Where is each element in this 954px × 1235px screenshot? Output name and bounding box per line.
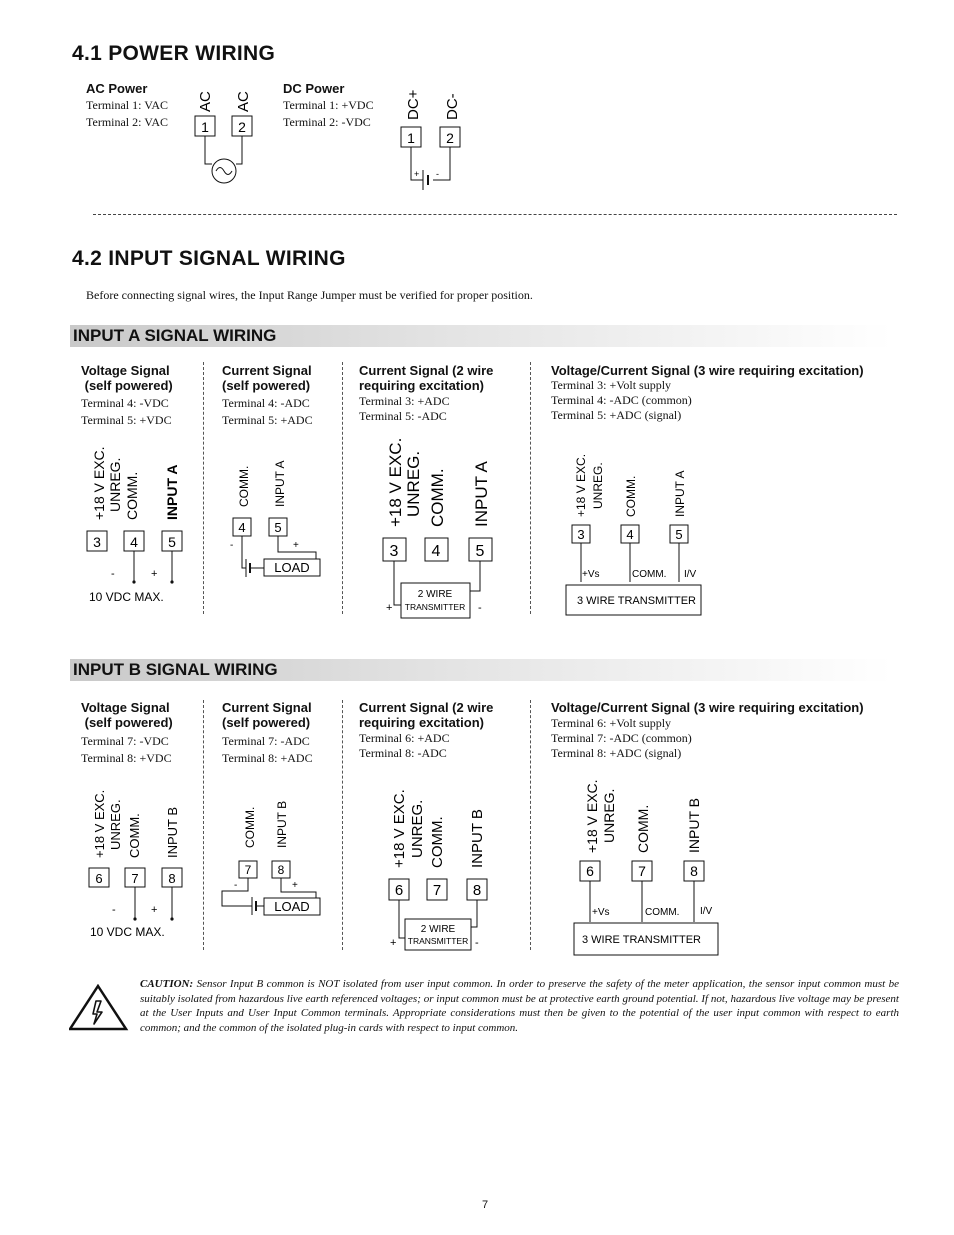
terminal-number: 4 [431, 543, 441, 560]
heading-line: Current Signal [222, 700, 312, 715]
terminal-line: Terminal 3: +ADC [359, 394, 450, 408]
caution-text [140, 977, 899, 1035]
dc-power-diagram [390, 82, 480, 197]
label-input: INPUT B [275, 800, 289, 848]
heading-line: Current Signal [222, 363, 312, 378]
dc-plus: + [414, 169, 420, 179]
heading-line: requiring excitation) [359, 715, 484, 730]
dc-power-heading: DC Power [283, 81, 345, 96]
label-comm: COMM. [635, 804, 651, 853]
terminal-line: Terminal 7: -ADC (common) [551, 731, 692, 745]
warning-icon [69, 984, 129, 1032]
a-voltage-heading [81, 363, 173, 393]
a-current-text [222, 395, 313, 429]
a-voltage-text [81, 395, 172, 429]
label-comm: COMM. [243, 806, 257, 848]
a-3wire-diagram [560, 435, 710, 620]
label-input: INPUT B [469, 809, 486, 868]
terminal-number: 6 [394, 882, 404, 899]
heading-line: (self powered) [81, 378, 173, 393]
a-2wire-text [359, 394, 450, 424]
b-voltage-heading [81, 700, 173, 730]
a-2wire-diagram [370, 425, 510, 620]
b-2wire-diagram [378, 770, 508, 955]
terminal-line: Terminal 3: +Volt supply [551, 378, 672, 392]
wire-label: +Vs [582, 569, 600, 580]
label-exc: +18 V EXC. [574, 453, 588, 517]
input-b-band [70, 659, 892, 681]
terminal-line: Terminal 6: +ADC [359, 731, 450, 745]
terminal-number: 3 [93, 534, 101, 550]
minus-sign: - [111, 568, 115, 580]
transmitter-label: 2 WIRE [420, 924, 456, 935]
terminal-line: Terminal 6: +Volt supply [551, 716, 672, 730]
ac-label: AC [197, 91, 214, 112]
terminal-number: 6 [95, 871, 103, 886]
transmitter-label: 3 WIRE TRANSMITTER [582, 934, 701, 946]
terminal-line: Terminal 4: -ADC (common) [551, 393, 692, 407]
column-divider [342, 700, 343, 950]
dc-minus: - [436, 169, 439, 179]
b-current-diagram [212, 780, 332, 925]
terminal-line: Terminal 8: +ADC (signal) [551, 746, 682, 760]
plus-sign: + [151, 568, 158, 580]
terminal-line: Terminal 5: +VDC [81, 413, 172, 427]
dc-label: DC- [444, 93, 461, 120]
label-input: INPUT B [686, 798, 702, 853]
a-2wire-heading [359, 363, 493, 393]
dc-power-text [283, 97, 374, 131]
dc-terminal-line: Terminal 2: -VDC [283, 115, 371, 129]
ac-terminal-line: Terminal 2: VAC [86, 115, 169, 129]
a-3wire-text [551, 378, 692, 423]
terminal-line: Terminal 8: -ADC [359, 746, 447, 760]
load-label: LOAD [274, 899, 310, 914]
section-divider [93, 214, 897, 215]
input-a-title: INPUT A SIGNAL WIRING [73, 326, 277, 345]
heading-line: Current Signal (2 wire [359, 700, 494, 715]
label-exc: +18 V EXC. [92, 789, 107, 858]
terminal-number: 7 [432, 882, 442, 899]
label-exc: +18 V EXC. [391, 789, 408, 868]
terminal-number: 1 [201, 119, 209, 135]
b-voltage-text [81, 733, 172, 767]
label-unreg: UNREG. [601, 788, 617, 843]
b-3wire-diagram [568, 765, 728, 960]
terminal-number: 3 [577, 527, 585, 542]
terminal-line: Terminal 5: -ADC [359, 409, 447, 423]
label-input: INPUT A [164, 464, 180, 520]
a-3wire-heading: Voltage/Current Signal (3 wire requiring excitation) [551, 363, 864, 378]
minus-sign: - [478, 602, 482, 614]
label-unreg: UNREG. [404, 450, 423, 517]
plus-sign: + [292, 880, 298, 891]
label-unreg: UNREG. [591, 462, 605, 509]
dc-terminal-line: Terminal 1: +VDC [283, 98, 374, 112]
b-3wire-text [551, 716, 692, 761]
terminal-number: 4 [238, 520, 246, 535]
wire-label: COMM. [632, 569, 667, 580]
b-2wire-heading [359, 700, 493, 730]
terminal-line: Terminal 7: -ADC [222, 734, 310, 748]
input-wiring-title: 4.2 INPUT SIGNAL WIRING [72, 247, 346, 270]
column-divider [203, 700, 204, 950]
page-number: 7 [482, 1199, 489, 1211]
terminal-number: 5 [675, 527, 683, 542]
ac-power-text [86, 97, 168, 131]
ac-terminal-line: Terminal 1: VAC [86, 98, 169, 112]
a-voltage-diagram [80, 430, 200, 610]
label-input: INPUT B [165, 806, 180, 858]
terminal-line: Terminal 4: -VDC [81, 396, 169, 410]
a-current-diagram [212, 440, 332, 590]
b-current-text [222, 733, 313, 767]
terminal-number: 8 [690, 863, 698, 879]
heading-line: (self powered) [81, 715, 173, 730]
terminal-line: Terminal 7: -VDC [81, 734, 169, 748]
label-exc: +18 V EXC. [584, 779, 600, 853]
label-input: INPUT A [472, 461, 491, 527]
plus-sign: + [390, 937, 397, 949]
terminal-number: 8 [168, 871, 176, 886]
heading-line: Voltage Signal [81, 363, 170, 378]
terminal-number: 5 [274, 520, 282, 535]
heading-line: Current Signal (2 wire [359, 363, 494, 378]
label-comm: COMM. [127, 813, 142, 858]
label-comm: COMM. [429, 816, 446, 868]
label-comm: COMM. [624, 475, 638, 517]
b-2wire-text [359, 731, 450, 761]
terminal-number: 8 [277, 863, 285, 877]
terminal-number: 1 [407, 130, 415, 146]
minus-sign: - [234, 880, 238, 891]
label-unreg: UNREG. [108, 799, 123, 850]
dc-label: DC+ [405, 89, 422, 120]
label-comm: COMM. [124, 471, 140, 520]
wire-label: I/V [700, 906, 713, 917]
minus-sign: - [230, 540, 234, 551]
max-note: 10 VDC MAX. [89, 590, 164, 604]
input-intro: Before connecting signal wires, the Input Range Jumper must be verified for proper position. [86, 288, 533, 302]
terminal-line: Terminal 5: +ADC [222, 413, 313, 427]
column-divider [342, 362, 343, 614]
label-input: INPUT A [273, 460, 287, 507]
plus-sign: + [386, 602, 393, 614]
minus-sign: - [112, 904, 116, 916]
label-exc: +18 V EXC. [91, 446, 107, 520]
b-voltage-diagram [80, 770, 200, 945]
b-3wire-heading: Voltage/Current Signal (3 wire requiring excitation) [551, 700, 864, 715]
minus-sign: - [475, 937, 479, 949]
label-comm: COMM. [237, 465, 251, 507]
ac-label: AC [235, 91, 252, 112]
wire-label: +Vs [592, 907, 610, 918]
plus-sign: + [151, 904, 158, 916]
column-divider [530, 362, 531, 614]
terminal-line: Terminal 8: +ADC [222, 751, 313, 765]
caution-label: CAUTION: [140, 978, 194, 990]
wire-label: I/V [684, 569, 697, 580]
transmitter-label: 3 WIRE TRANSMITTER [577, 595, 696, 607]
terminal-number: 6 [586, 863, 594, 879]
load-label: LOAD [274, 560, 310, 575]
heading-line: Voltage Signal [81, 700, 170, 715]
ac-power-heading: AC Power [86, 81, 148, 96]
heading-line: requiring excitation) [359, 378, 484, 393]
terminal-number: 7 [638, 863, 646, 879]
label-exc: +18 V EXC. [386, 437, 405, 527]
terminal-number: 7 [244, 863, 252, 877]
transmitter-label: TRANSMITTER [407, 936, 469, 946]
plus-sign: + [293, 540, 299, 551]
label-comm: COMM. [428, 468, 447, 527]
column-divider [203, 362, 204, 614]
terminal-number: 8 [472, 882, 482, 899]
max-note: 10 VDC MAX. [90, 925, 165, 939]
terminal-line: Terminal 5: +ADC (signal) [551, 408, 682, 422]
column-divider [530, 700, 531, 950]
label-unreg: UNREG. [409, 799, 426, 858]
terminal-number: 2 [238, 119, 246, 135]
terminal-number: 5 [168, 534, 176, 550]
transmitter-label: TRANSMITTER [404, 602, 466, 612]
a-current-heading [222, 363, 312, 393]
terminal-number: 4 [130, 534, 138, 550]
terminal-number: 3 [389, 543, 399, 560]
terminal-number: 5 [475, 543, 485, 560]
wire-label: COMM. [645, 907, 680, 918]
terminal-number: 2 [446, 130, 454, 146]
input-b-title: INPUT B SIGNAL WIRING [73, 660, 278, 679]
terminal-number: 7 [131, 871, 139, 886]
terminal-number: 4 [626, 527, 634, 542]
power-wiring-title: 4.1 POWER WIRING [72, 42, 276, 65]
label-unreg: UNREG. [107, 457, 123, 512]
b-current-heading [222, 700, 312, 730]
label-input: INPUT A [673, 470, 687, 517]
terminal-line: Terminal 8: +VDC [81, 751, 172, 765]
transmitter-label: 2 WIRE [417, 589, 453, 600]
sine-icon [216, 168, 232, 175]
caution-body: Sensor Input B common is NOT isolated from user input common. In order to preserve the safety of the meter application, the sensor input common must be suitably isolated from hazardous live earth referenced voltages; or input common must be at protective earth ground potential. If not, hazardous live voltage may be present at the User Inputs and User Input Common terminals. Appropriate considerations must then be given to the potential of the user input common with respect to earth common; and the common of the isolated plug-in cards with respect to input common. [140, 978, 899, 1034]
heading-line: (self powered) [222, 378, 311, 393]
terminal-line: Terminal 4: -ADC [222, 396, 310, 410]
heading-line: (self powered) [222, 715, 311, 730]
input-a-band [70, 325, 892, 347]
ac-power-diagram [185, 82, 275, 192]
